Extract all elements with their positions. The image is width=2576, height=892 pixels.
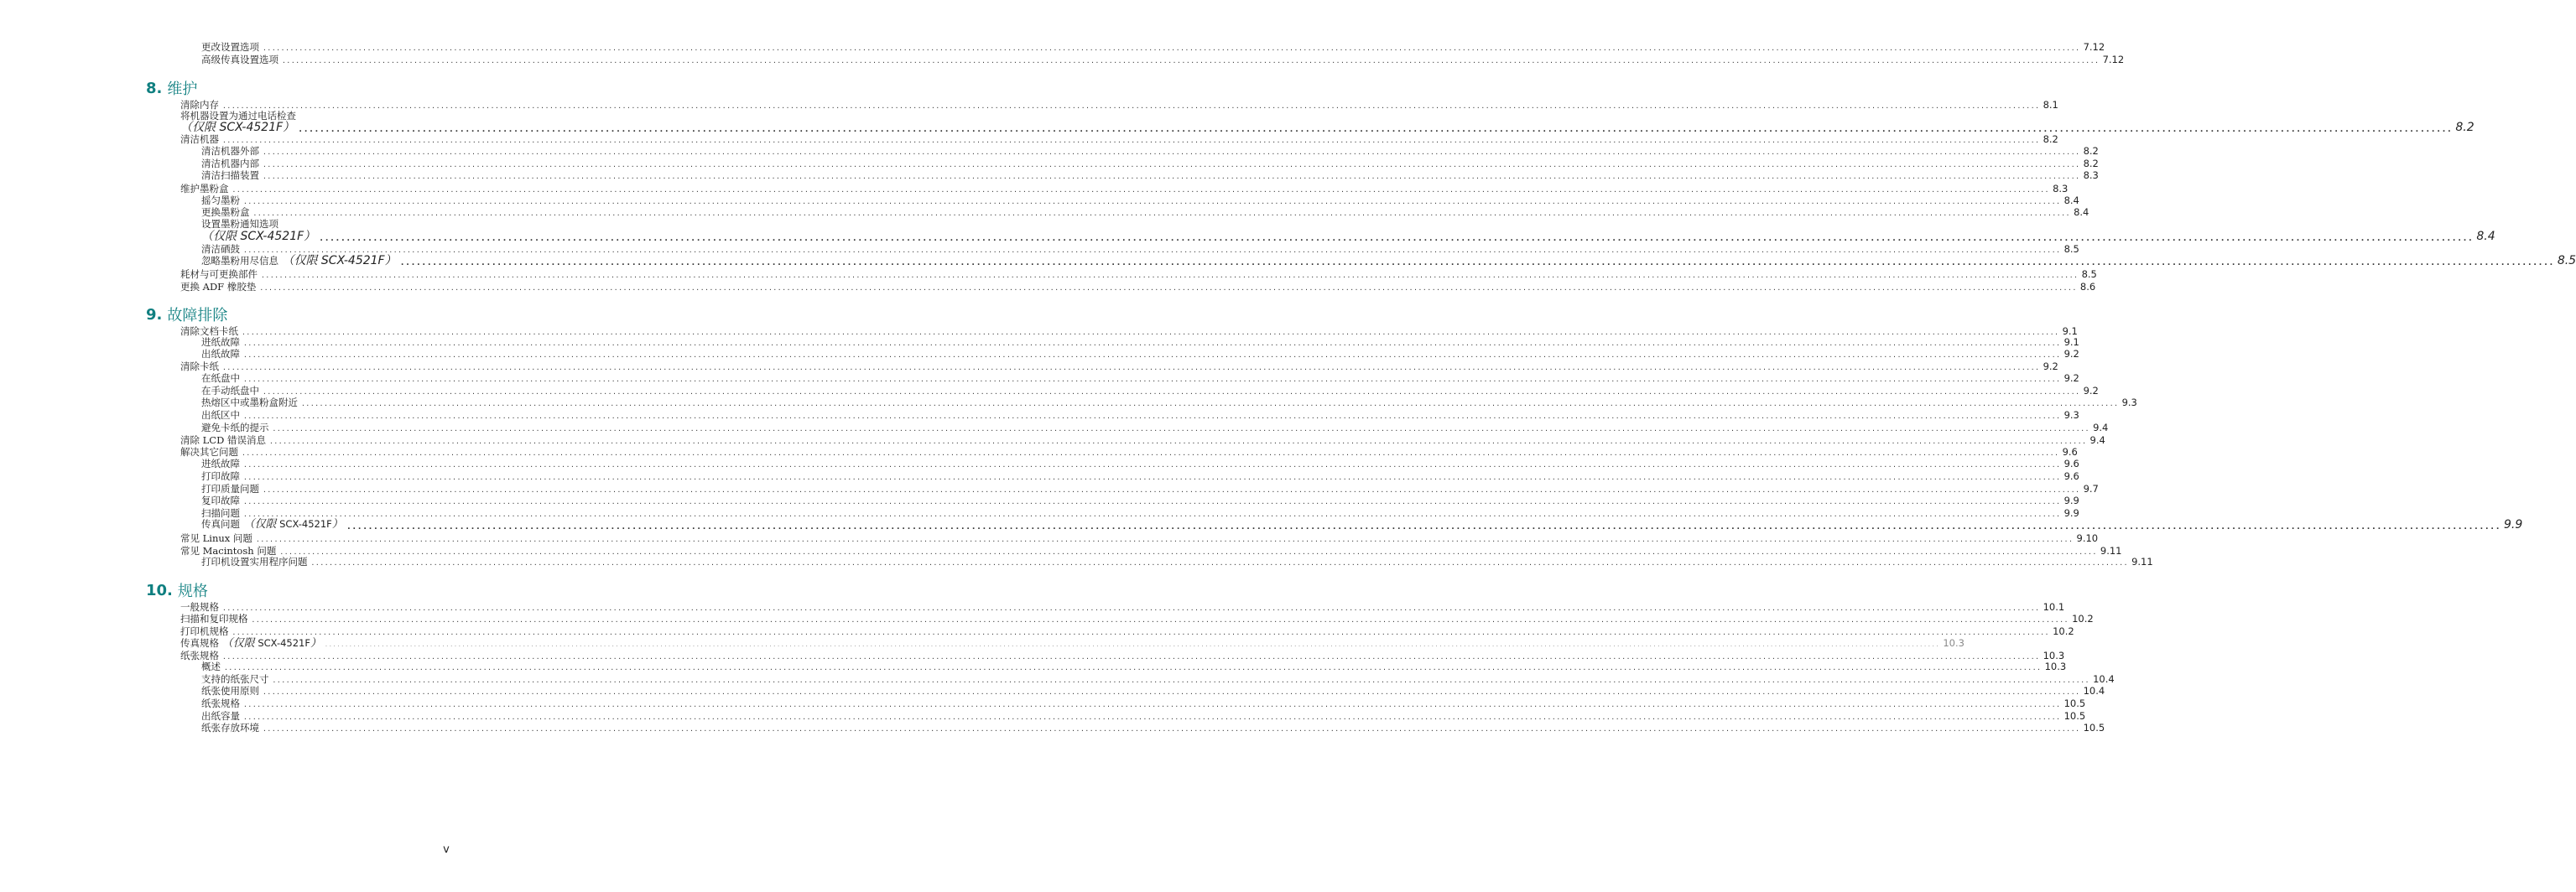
toc-page-number: 9.10 <box>2076 532 2099 544</box>
toc-page-number: 9.9 <box>2063 495 2079 506</box>
toc-entry-label: 一般规格 <box>180 601 219 613</box>
toc-entry-label: 纸张使用原则 <box>201 685 259 697</box>
toc-entry[interactable] <box>201 469 2079 482</box>
toc-page-number: 9.2 <box>2043 360 2058 372</box>
toc-entry[interactable] <box>201 194 2079 206</box>
toc-entry-note-prefix: （仅限 <box>221 637 255 650</box>
toc-entry-label: 复印故障 <box>201 495 240 506</box>
toc-leader: ................................................................................................................................................................................................................................................................................................................................................................................................................ <box>243 351 2061 359</box>
toc-entry[interactable] <box>180 532 2099 544</box>
toc-page-number: 10.2 <box>2053 625 2074 637</box>
toc-entry-label: 耗材与可更换部件 <box>180 268 258 280</box>
toc-leader: ................................................................................................................................................................................................................................................................................................................................................................................................................ <box>251 616 2069 624</box>
toc-page-number: 7.12 <box>2083 41 2105 53</box>
toc-page-number: 10.2 <box>2072 613 2094 625</box>
toc-entry-label: 打印机设置实用程序问题 <box>201 556 308 568</box>
toc-leader: ................................................................................................................................................................................................................................................................................................................................................................................................................ <box>222 137 2040 144</box>
toc-entry-note-suffix: ） <box>310 637 322 650</box>
toc-entry-label: 解决其它问题 <box>180 446 238 458</box>
page-number: v <box>443 843 450 856</box>
toc-entry[interactable] <box>201 660 2067 672</box>
toc-leader: ................................................................................................................................................................................................................................................................................................................................................................................................................ <box>232 186 2050 194</box>
toc-entry-label: 避免卡纸的提示 <box>201 422 269 433</box>
toc-page-number: 9.2 <box>2063 348 2079 360</box>
toc-entry-label <box>180 638 321 649</box>
toc-entry-label: 高级传真设置选项 <box>201 54 278 65</box>
toc-entry[interactable] <box>201 684 2105 697</box>
toc-entry-label: 清洁机器内部 <box>201 158 259 169</box>
toc-page-number: 9.6 <box>2063 458 2079 469</box>
toc-page-number: 8.4 <box>2074 206 2089 218</box>
toc-page-number: 9.2 <box>2063 372 2079 384</box>
toc-leader: ................................................................................................................................................................................................................................................................................................................................................................................................................ <box>399 258 2554 267</box>
toc-page-number: 9.9 <box>2504 518 2523 532</box>
toc-entry[interactable] <box>201 205 2089 218</box>
toc-page-number: 8.3 <box>2083 169 2099 181</box>
toc-leader: ................................................................................................................................................................................................................................................................................................................................................................................................................ <box>301 400 2119 407</box>
toc-page-number: 9.6 <box>2063 470 2079 482</box>
toc-leader: ................................................................................................................................................................................................................................................................................................................................................................................................................ <box>252 210 2071 217</box>
toc-leader: ................................................................................................................................................................................................................................................................................................................................................................................................................ <box>310 559 2129 567</box>
toc-entry[interactable] <box>180 98 2058 111</box>
toc-entry-text: 传真问题 <box>201 518 240 530</box>
chapter-number: 10. <box>146 581 173 599</box>
toc-entry[interactable] <box>180 625 2074 637</box>
toc-leader: ................................................................................................................................................................................................................................................................................................................................................................................................................ <box>261 272 2079 279</box>
toc-leader: ................................................................................................................................................................................................................................................................................................................................................................................................................ <box>243 498 2061 506</box>
toc-entry[interactable] <box>201 709 2086 722</box>
toc-entry-label: 更换墨粉盒 <box>201 206 250 218</box>
toc-leader: ................................................................................................................................................................................................................................................................................................................................................................................................................ <box>243 376 2061 383</box>
toc-entry-label: 摇匀墨粉 <box>201 194 240 206</box>
toc-entry-label: 在手动纸盘中 <box>201 385 259 397</box>
chapter-title: 规格 <box>177 583 208 600</box>
toc-leader: ................................................................................................................................................................................................................................................................................................................................................................................................................ <box>242 449 2059 457</box>
toc-entry-label: 出纸故障 <box>201 348 240 360</box>
toc-entry-label: 纸张存放环境 <box>201 722 259 734</box>
toc-entry[interactable] <box>201 408 2079 421</box>
toc-page-number: 8.2 <box>2083 145 2099 157</box>
toc-entry[interactable] <box>201 384 2099 397</box>
toc-leader: ................................................................................................................................................................................................................................................................................................................................................................................................................ <box>243 340 2061 347</box>
toc-leader: ................................................................................................................................................................................................................................................................................................................................................................................................................ <box>243 701 2061 708</box>
toc-entry[interactable] <box>180 280 2096 293</box>
toc-page-number: 8.5 <box>2557 254 2576 267</box>
toc-leader: ................................................................................................................................................................................................................................................................................................................................................................................................................ <box>255 536 2074 543</box>
toc-leader: ................................................................................................................................................................................................................................................................................................................................................................................................................ <box>232 629 2050 636</box>
toc-page-number: 9.3 <box>2063 409 2079 421</box>
toc-entry[interactable] <box>180 182 2069 194</box>
toc-entry-label: 常见 Macintosh 问题 <box>180 545 277 557</box>
toc-entry-label: 将机器设置为通过电话检查 <box>180 110 296 122</box>
toc-leader: ................................................................................................................................................................................................................................................................................................................................................................................................................ <box>298 125 2453 134</box>
toc-entry[interactable] <box>180 600 2065 613</box>
chapter-title: 维护 <box>167 80 198 98</box>
toc-entry-label: 清除内存 <box>180 99 219 111</box>
toc-entry-label: 清除卡纸 <box>180 360 219 372</box>
toc-page-number: 8.1 <box>2043 99 2058 111</box>
toc-entry-label: 扫描和复印规格 <box>180 613 248 625</box>
toc-page-number: 9.9 <box>2063 507 2079 519</box>
toc-leader: ................................................................................................................................................................................................................................................................................................................................................................................................................ <box>263 486 2080 494</box>
toc-entry-label: 概述 <box>201 661 221 672</box>
toc-leader: ................................................................................................................................................................................................................................................................................................................................................................................................................ <box>268 438 2087 445</box>
toc-leader: ................................................................................................................................................................................................................................................................................................................................................................................................................ <box>242 329 2059 336</box>
toc-page-number: 8.4 <box>2476 230 2495 243</box>
toc-leader: ................................................................................................................................................................................................................................................................................................................................................................................................................ <box>243 713 2061 721</box>
toc-page-number: 8.5 <box>2063 243 2079 255</box>
toc-page-number: 8.5 <box>2081 268 2097 280</box>
toc-page-number: 9.7 <box>2083 483 2099 495</box>
toc-page-number: 9.1 <box>2063 336 2079 348</box>
toc-entry-label: 进纸故障 <box>201 458 240 469</box>
toc-entry-label <box>201 254 397 267</box>
toc-entry[interactable] <box>201 144 2099 157</box>
toc-entry[interactable] <box>201 421 2109 433</box>
toc-entry-label: 清除 LCD 错误消息 <box>180 434 266 446</box>
toc-entry-label: 维护墨粉盒 <box>180 183 229 194</box>
chapter-heading-10[interactable] <box>146 581 208 599</box>
toc-page-number: 8.2 <box>2455 121 2475 134</box>
toc-entry-label: 出纸容量 <box>201 710 240 722</box>
chapter-heading-8[interactable] <box>146 79 197 97</box>
toc-entry-label: 清除文档卡纸 <box>180 325 238 337</box>
toc-entry-label: 纸张规格 <box>201 698 240 709</box>
toc-entry-label: 打印机规格 <box>180 625 229 637</box>
toc-entry-note: （仅限 SCX-4521F） <box>282 254 397 267</box>
toc-leader: ................................................................................................................................................................................................................................................................................................................................................................................................................ <box>222 653 2040 661</box>
toc-entry-label: 在纸盘中 <box>201 372 240 384</box>
toc-page-number: 9.11 <box>2100 545 2122 557</box>
toc-leader: ................................................................................................................................................................................................................................................................................................................................................................................................................ <box>279 548 2097 556</box>
toc-page-number: 10.3 <box>1943 637 1965 649</box>
toc-entry[interactable] <box>201 697 2086 709</box>
toc-entry[interactable] <box>201 335 2079 348</box>
toc-entry[interactable] <box>201 482 2099 495</box>
toc-page-number: 8.4 <box>2063 194 2079 206</box>
toc-leader: ................................................................................................................................................................................................................................................................................................................................................................................................................ <box>282 57 2100 65</box>
toc-entry-note-model: SCX-4521F <box>254 637 310 649</box>
toc-entry[interactable] <box>201 252 2576 267</box>
toc-page-number: 9.3 <box>2121 397 2137 408</box>
toc-leader: ................................................................................................................................................................................................................................................................................................................................................................................................................ <box>243 198 2061 205</box>
toc-leader: ................................................................................................................................................................................................................................................................................................................................................................................................................ <box>243 511 2061 518</box>
toc-page-number: 10.3 <box>2043 650 2065 661</box>
toc-entry-label: 支持的纸张尺寸 <box>201 673 269 685</box>
chapter-heading-9[interactable] <box>146 305 227 324</box>
toc-entry-note-suffix: ） <box>331 518 343 531</box>
toc-page-number: 8.2 <box>2043 133 2058 145</box>
toc-entry[interactable] <box>180 636 1965 650</box>
toc-leader: ................................................................................................................................................................................................................................................................................................................................................................................................................ <box>243 412 2061 420</box>
toc-leader: ................................................................................................................................................................................................................................................................................................................................................................................................................ <box>263 44 2080 52</box>
toc-entry[interactable] <box>180 433 2105 446</box>
toc-entry[interactable] <box>180 360 2058 372</box>
toc-leader: ................................................................................................................................................................................................................................................................................................................................................................................................................ <box>243 246 2061 254</box>
toc-entry[interactable] <box>201 40 2105 53</box>
toc-leader: ................................................................................................................................................................................................................................................................................................................................................................................................................ <box>346 522 2501 532</box>
toc-page-number: 8.2 <box>2083 158 2099 169</box>
toc-leader: ................................................................................................................................................................................................................................................................................................................................................................................................................ <box>319 234 2474 243</box>
toc-leader: ................................................................................................................................................................................................................................................................................................................................................................................................................ <box>263 688 2080 696</box>
toc-page-number: 7.12 <box>2102 54 2125 65</box>
toc-entry-label: 出纸区中 <box>201 409 240 421</box>
toc-page-number: 10.5 <box>2083 722 2105 734</box>
toc-entry-note-model: SCX-4521F <box>276 518 332 530</box>
toc-leader: ................................................................................................................................................................................................................................................................................................................................................................................................................ <box>263 148 2080 156</box>
toc-page-number: 9.2 <box>2083 385 2099 397</box>
toc-entry[interactable] <box>180 445 2078 458</box>
toc-entry-label: 清洁机器 <box>180 133 219 145</box>
toc-entry[interactable] <box>180 612 2094 625</box>
toc-entry[interactable] <box>201 228 2495 243</box>
toc-entry-label: 更换 ADF 橡胶垫 <box>180 281 257 293</box>
toc-entry[interactable] <box>201 721 2105 734</box>
toc-entry-label: 进纸故障 <box>201 336 240 348</box>
toc-entry-label: 纸张规格 <box>180 650 219 661</box>
toc-leader: ................................................................................................................................................................................................................................................................................................................................................................................................................ <box>222 102 2040 110</box>
toc-entry[interactable] <box>201 347 2079 360</box>
toc-entry[interactable] <box>201 157 2099 169</box>
toc-entry-label: 热熔区中或墨粉盒附近 <box>201 397 298 408</box>
toc-leader: ................................................................................................................................................................................................................................................................................................................................................................................................................ <box>272 425 2090 433</box>
toc-page-number: 8.6 <box>2079 281 2096 293</box>
toc-entry-label: 清洁机器外部 <box>201 145 259 157</box>
toc-entry-label: 清洁扫描装置 <box>201 169 259 181</box>
toc-page-number: 10.5 <box>2063 710 2086 722</box>
toc-entry[interactable] <box>201 53 2125 65</box>
toc-leader: ................................................................................................................................................................................................................................................................................................................................................................................................................ <box>263 161 2080 169</box>
toc-leader: ................................................................................................................................................................................................................................................................................................................................................................................................................ <box>243 474 2061 481</box>
toc-entry[interactable] <box>201 169 2099 181</box>
toc-page-number: 9.4 <box>2089 434 2105 446</box>
toc-page-number: 9.11 <box>2131 556 2153 568</box>
toc-leader: ................................................................................................................................................................................................................................................................................................................................................................................................................ <box>224 664 2042 672</box>
toc-leader: ................................................................................................................................................................................................................................................................................................................................................................................................................ <box>263 725 2080 733</box>
toc-entry-note-prefix: （仅限 <box>243 518 277 531</box>
toc-entry-text: 传真规格 <box>180 637 219 649</box>
toc-page-number: 10.3 <box>2044 661 2067 672</box>
toc-leader: ................................................................................................................................................................................................................................................................................................................................................................................................................ <box>272 677 2090 684</box>
toc-entry-label <box>201 517 343 532</box>
toc-entry-text: 忽略墨粉用尽信息 <box>201 255 278 267</box>
toc-leader: ................................................................................................................................................................................................................................................................................................................................................................................................................ <box>222 604 2040 612</box>
toc-leader: ................................................................................................................................................................................................................................................................................................................................................................................................................ <box>222 364 2040 371</box>
toc-page-number: 9.6 <box>2062 446 2078 458</box>
toc-entry-label: 扫描问题 <box>201 507 240 519</box>
toc-entry-note: （仅限 SCX-4521F） <box>180 121 295 134</box>
toc-entry[interactable] <box>201 396 2137 408</box>
toc-entry-label: 打印故障 <box>201 470 240 482</box>
chapter-number: 8. <box>146 79 163 97</box>
toc-leader: ................................................................................................................................................................................................................................................................................................................................................................................................................ <box>259 284 2077 292</box>
toc-leader: ................................................................................................................................................................................................................................................................................................................................................................................................................ <box>263 173 2080 180</box>
chapter-number: 9. <box>146 305 163 324</box>
toc-page-number: 9.1 <box>2062 325 2078 337</box>
toc-entry[interactable] <box>201 371 2079 384</box>
toc-leader: ................................................................................................................................................................................................................................................................................................................................................................................................................ <box>243 461 2061 469</box>
toc-entry-label: 清洁硒鼓 <box>201 243 240 255</box>
toc-page-number: 10.4 <box>2083 685 2105 697</box>
toc-page-number: 10.4 <box>2093 673 2115 685</box>
toc-entry[interactable] <box>201 516 2523 532</box>
toc-entry-label: 打印质量问题 <box>201 483 259 495</box>
toc-leader: ................................................................................................................................................................................................................................................................................................................................................................................................................ <box>263 388 2080 396</box>
toc-entry[interactable] <box>201 457 2079 469</box>
toc-entry[interactable] <box>201 494 2079 506</box>
toc-entry[interactable] <box>180 267 2097 280</box>
toc-entry-label: 常见 Linux 问题 <box>180 532 252 544</box>
toc-page-number: 10.1 <box>2043 601 2065 613</box>
toc-entry[interactable] <box>180 132 2058 145</box>
toc-page-number: 10.5 <box>2063 698 2086 709</box>
chapter-title: 故障排除 <box>167 307 228 324</box>
toc-page-number: 8.3 <box>2053 183 2069 194</box>
toc-entry-label: 更改设置选项 <box>201 41 259 53</box>
toc-leader: ................................................................................................................................................................................................................................................................................................................................................................................................................ <box>325 641 1940 648</box>
toc-entry[interactable] <box>201 672 2115 685</box>
toc-page-number: 9.4 <box>2093 422 2109 433</box>
toc-entry-label: 设置墨粉通知选项 <box>201 218 278 230</box>
toc-entry-note: （仅限 SCX-4521F） <box>201 230 316 243</box>
toc-entry[interactable] <box>201 555 2153 568</box>
